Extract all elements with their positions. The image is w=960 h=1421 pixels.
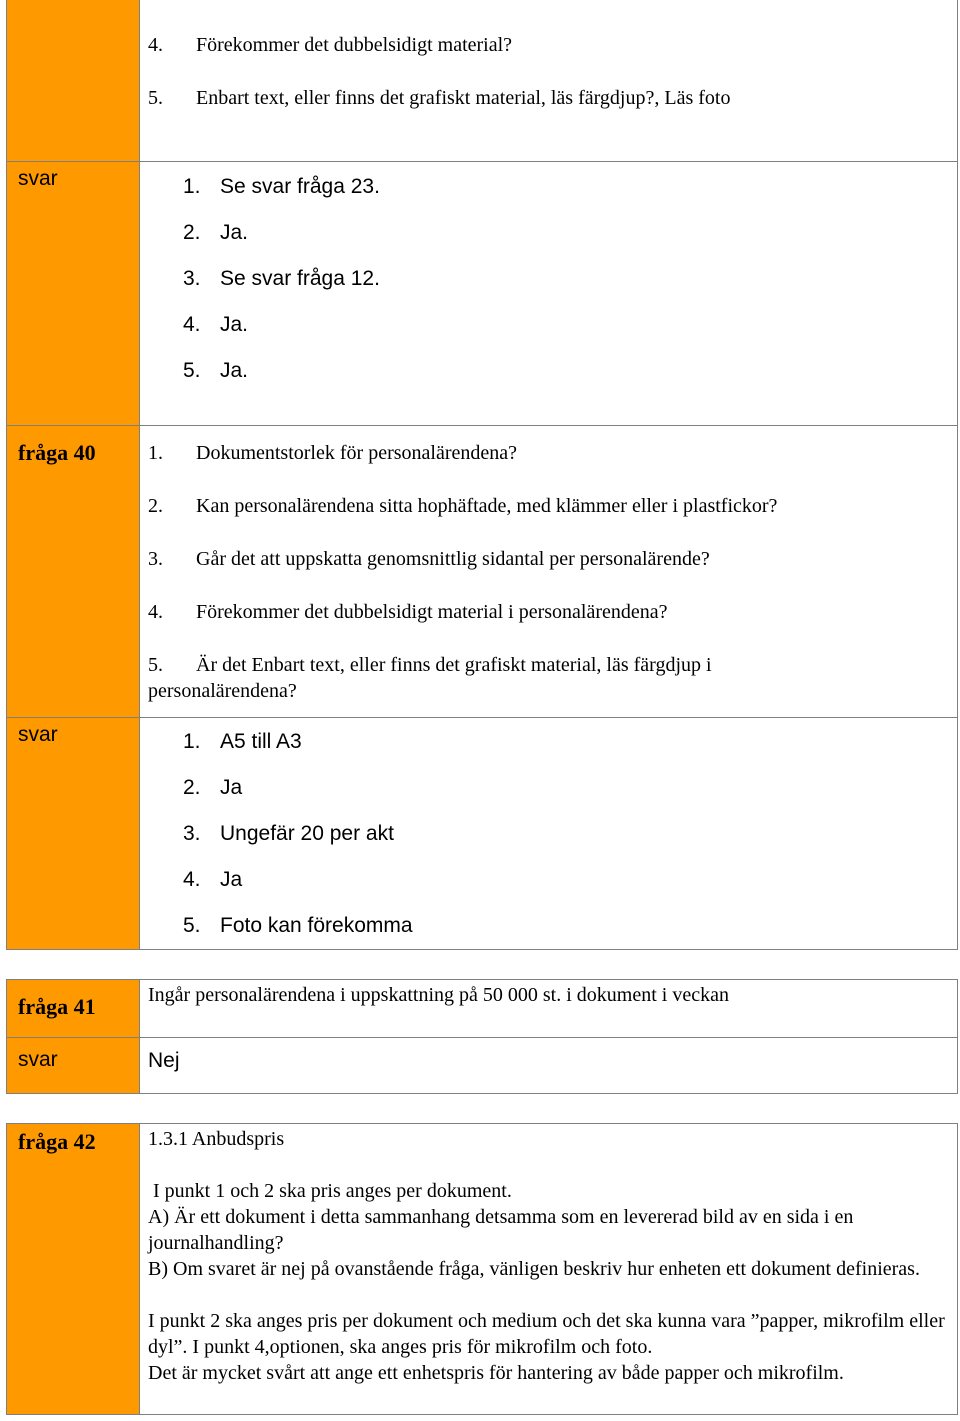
question-content [140,0,957,161]
question-table-42 [6,1123,958,1415]
answer-label-41: svar [7,1038,140,1093]
question-label-42: fråga 42 [7,1124,140,1414]
answer-content-41: Nej [140,1038,957,1093]
answer-label: svar [7,162,140,425]
question-table-41 [6,979,958,1094]
answer-item: 3. Ungefär 20 per akt [183,822,394,845]
question-table-1 [6,0,958,950]
question-row-41 [6,979,958,1038]
question-item: 4. Förekommer det dubbelsidigt material? [148,34,513,56]
answer-item: 1. Se svar fråga 23. [183,175,380,198]
answer-row-40 [6,718,958,950]
answer-content-40 [140,718,957,949]
answer-item: 5. Foto kan förekomma [183,914,413,937]
answer-row-41 [6,1038,958,1094]
paragraph: A) Är ett dokument i detta sammanhang detsamma som en levererad bild av en sida i en journalhandling? [148,1206,854,1254]
question-item: 2. Kan personalärendena sitta hophäftade, med klämmer eller i plastfickor? [148,495,778,517]
question-label-cell [7,0,140,161]
question-item: 1. Dokumentstorlek för personalärendena? [148,442,517,464]
question-row-continuation [6,0,958,162]
question-content-42 [140,1124,957,1414]
question-item: 4. Förekommer det dubbelsidigt material i personalärendena? [148,601,668,623]
question-content-41: Ingår personalärendena i uppskattning på 50 000 st. i dokument i veckan [140,980,957,1037]
question-item: 5. Enbart text, eller finns det grafiskt material, läs färgdjup?, Läs foto [148,87,731,109]
answer-item: 5. Ja. [183,359,249,382]
question-item: 3. Går det att uppskatta genomsnittlig sidantal per personalärende? [148,548,710,570]
question-row-42 [6,1123,958,1415]
answer-item: 3. Se svar fråga 12. [183,267,380,290]
paragraph: Det är mycket svårt att ange ett enhetspris för hantering av både papper och mikrofilm. [148,1362,844,1384]
question-label-40: fråga 40 [7,426,140,717]
paragraph: B) Om svaret är nej på ovanstående fråga, vänligen beskriv hur enheten ett dokument definieras. [148,1258,920,1280]
paragraph: I punkt 2 ska anges pris per dokument och medium och det ska kunna vara ”papper, mikrofilm eller dyl”. I punkt 4,optionen, ska anges pris för mikrofilm och foto. [148,1310,945,1358]
answer-item: 2. Ja. [183,221,249,244]
question-item: 5. Är det Enbart text, eller finns det grafiskt material, läs färgdjup i [148,654,712,676]
answer-item: 4. Ja. [183,313,249,336]
paragraph: I punkt 1 och 2 ska pris anges per dokument. [148,1180,512,1202]
answer-item: 2. Ja [183,776,243,799]
question-item-continuation: personalärendena? [148,680,297,702]
answer-row-continuation [6,162,958,426]
answer-item: 4. Ja [183,868,243,891]
question-row-40 [6,426,958,718]
answer-label-40: svar [7,718,140,949]
answer-content [140,162,957,425]
question-content-40 [140,426,957,717]
question-label-41: fråga 41 [7,980,140,1037]
answer-item: 1. A5 till A3 [183,730,302,753]
section-heading: 1.3.1 Anbudspris [148,1128,285,1150]
